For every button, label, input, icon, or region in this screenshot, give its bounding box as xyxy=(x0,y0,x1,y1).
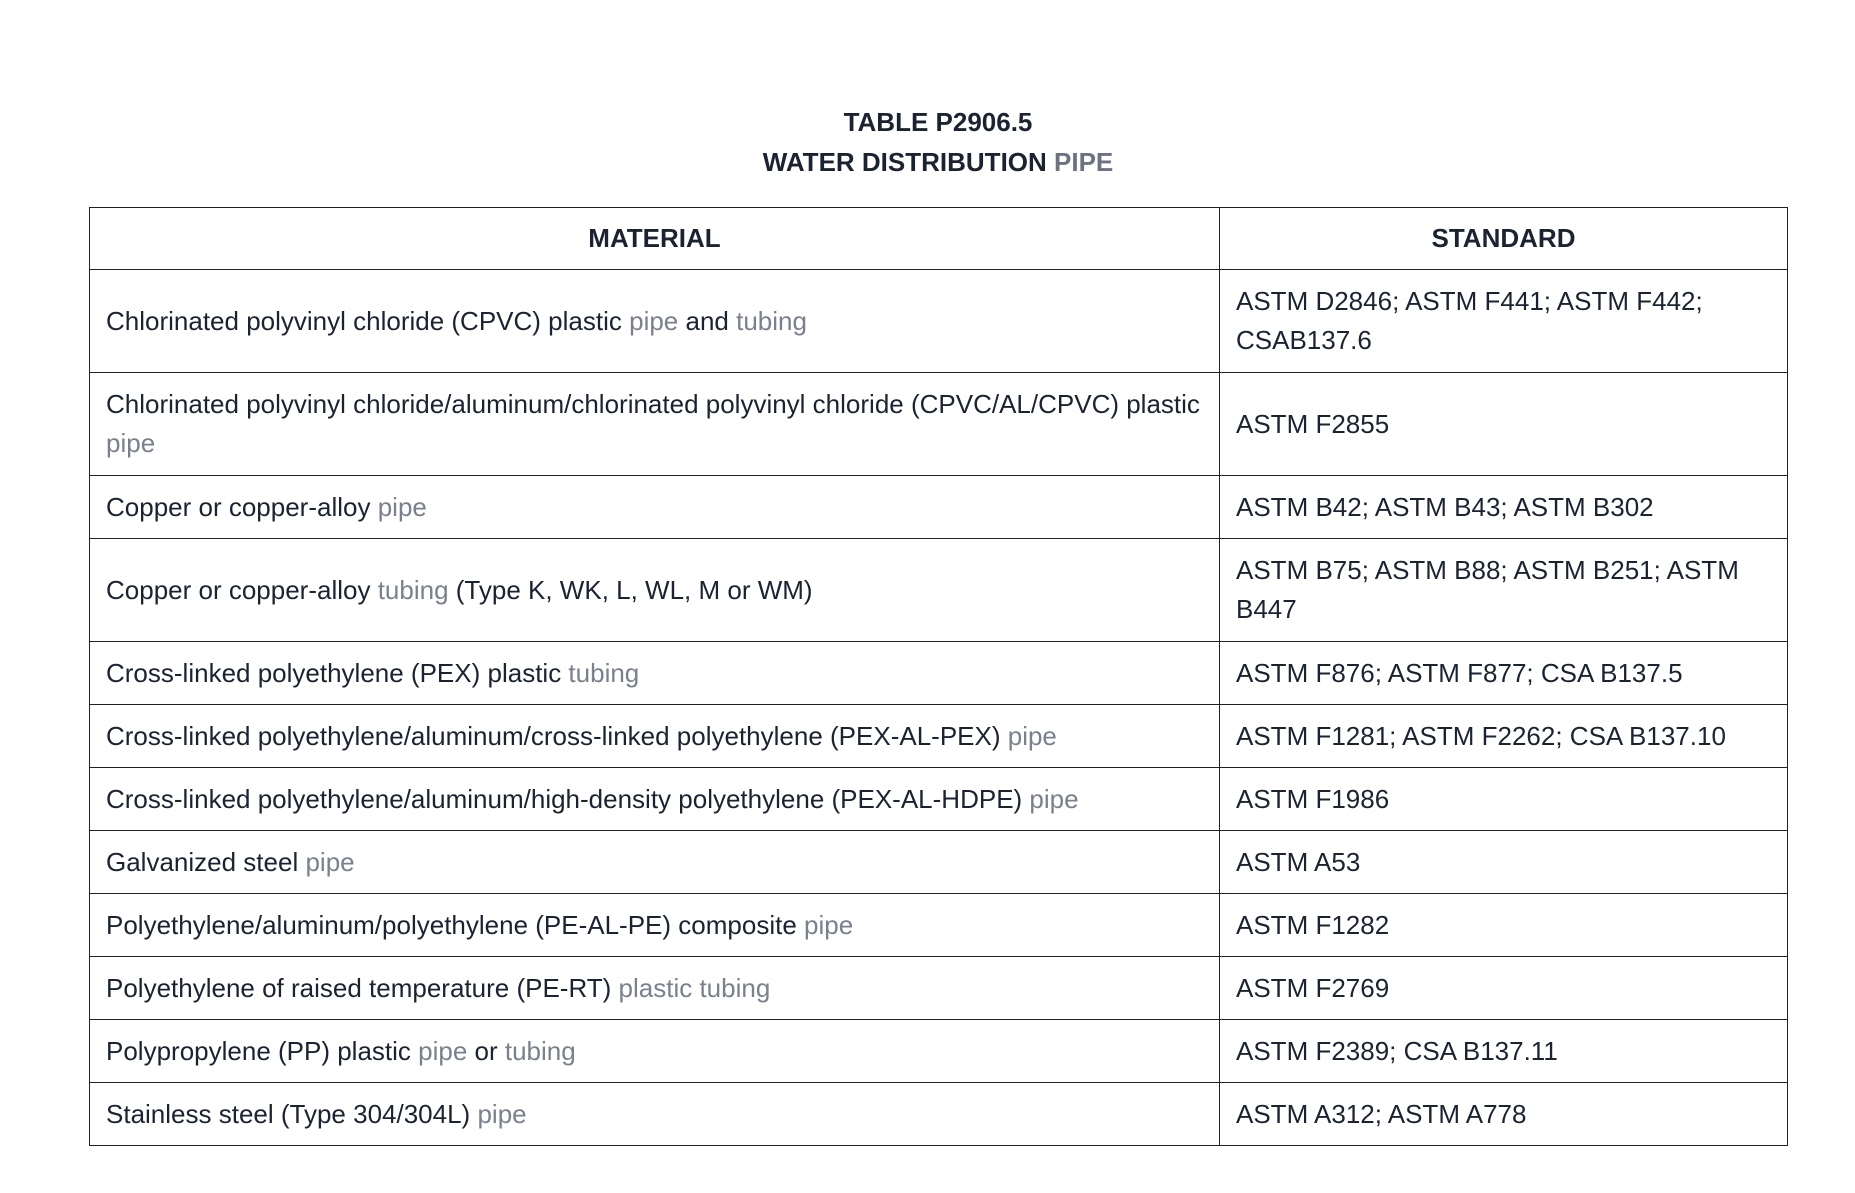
defined-term-link[interactable]: pipe xyxy=(804,909,854,940)
defined-term-link[interactable]: pipe xyxy=(1007,720,1057,751)
standard-cell: ASTM D2846; ASTM F441; ASTM F442; CSAB137.6 xyxy=(1220,270,1788,373)
standard-column-header: STANDARD xyxy=(1220,208,1788,270)
material-cell xyxy=(90,373,1220,476)
material-cell xyxy=(90,1083,1220,1146)
defined-term-link[interactable]: tubing xyxy=(377,574,449,605)
defined-term-link[interactable]: tubing xyxy=(736,305,807,336)
material-cell xyxy=(90,768,1220,831)
header-row xyxy=(90,208,1788,270)
material-text: or xyxy=(467,1035,505,1066)
table-row xyxy=(90,476,1788,539)
table-number: TABLE P2906.5 xyxy=(843,107,1033,137)
standard-cell: ASTM B42; ASTM B43; ASTM B302 xyxy=(1220,476,1788,539)
material-text: Copper or copper-alloy xyxy=(106,574,378,605)
material-cell xyxy=(90,705,1220,768)
defined-term-link[interactable]: tubing xyxy=(568,657,640,688)
defined-term-link[interactable]: tubing xyxy=(504,1035,576,1066)
material-text: (Type K, WK, L, WL, M or WM) xyxy=(448,574,813,605)
table-row xyxy=(90,1020,1788,1083)
material-text: Polyethylene of raised temperature (PE-RT) xyxy=(106,972,619,1003)
standard-cell: ASTM F2855 xyxy=(1220,373,1788,476)
material-cell xyxy=(90,831,1220,894)
table-row xyxy=(90,957,1788,1020)
standard-cell: ASTM F876; ASTM F877; CSA B137.5 xyxy=(1220,642,1788,705)
water-distribution-pipe-table xyxy=(89,207,1788,1146)
material-cell xyxy=(90,1020,1220,1083)
material-text: Galvanized steel xyxy=(106,846,306,877)
table-row xyxy=(90,768,1788,831)
defined-term-link[interactable]: pipe xyxy=(106,428,156,458)
defined-term-link[interactable]: pipe xyxy=(377,491,427,522)
material-column-header: MATERIAL xyxy=(90,208,1220,270)
defined-term-link[interactable]: pipe xyxy=(418,1035,468,1066)
table-row xyxy=(90,539,1788,642)
material-cell xyxy=(90,642,1220,705)
standard-cell: ASTM F1281; ASTM F2262; CSA B137.10 xyxy=(1220,705,1788,768)
material-text: Chlorinated polyvinyl chloride/aluminum/chlorinated polyvinyl chloride (CPVC/AL/CPVC) plastic xyxy=(106,389,1200,419)
standard-cell: ASTM A312; ASTM A778 xyxy=(1220,1083,1788,1146)
defined-term-link[interactable]: pipe xyxy=(1029,783,1079,814)
material-cell xyxy=(90,476,1220,539)
material-cell xyxy=(90,894,1220,957)
material-text: Cross-linked polyethylene (PEX) plastic xyxy=(106,657,569,688)
table-row xyxy=(90,1083,1788,1146)
table-row xyxy=(90,831,1788,894)
standard-cell: ASTM F1282 xyxy=(1220,894,1788,957)
material-text: Stainless steel (Type 304/304L) xyxy=(106,1098,478,1129)
material-text: Polypropylene (PP) plastic xyxy=(106,1035,419,1066)
material-text: Polyethylene/aluminum/polyethylene (PE-AL-PE) composite xyxy=(106,909,805,940)
table-row xyxy=(90,894,1788,957)
material-cell xyxy=(90,539,1220,642)
defined-term-link[interactable]: pipe xyxy=(629,305,679,336)
defined-term-link[interactable]: plastic tubing xyxy=(618,972,771,1003)
table-caption xyxy=(90,102,1786,182)
table-row xyxy=(90,270,1788,373)
standard-cell: ASTM F2769 xyxy=(1220,957,1788,1020)
defined-term-link[interactable]: pipe xyxy=(477,1098,527,1129)
table-row xyxy=(90,373,1788,476)
material-text: Cross-linked polyethylene/aluminum/high-density polyethylene (PEX-AL-HDPE) xyxy=(106,783,1030,814)
standard-cell: ASTM F1986 xyxy=(1220,768,1788,831)
material-cell xyxy=(90,270,1220,373)
table-title-text: WATER DISTRIBUTION xyxy=(762,147,1055,177)
material-text: Cross-linked polyethylene/aluminum/cross-linked polyethylene (PEX-AL-PEX) xyxy=(106,720,1008,751)
material-cell xyxy=(90,957,1220,1020)
standard-cell: ASTM F2389; CSA B137.11 xyxy=(1220,1020,1788,1083)
standard-cell: ASTM B75; ASTM B88; ASTM B251; ASTM B447 xyxy=(1220,539,1788,642)
table-title-defined-term-link[interactable]: PIPE xyxy=(1054,147,1114,177)
table-row xyxy=(90,642,1788,705)
table-title xyxy=(90,142,1786,182)
material-text: Copper or copper-alloy xyxy=(106,491,378,522)
material-text: Chlorinated polyvinyl chloride (CPVC) plastic xyxy=(106,305,630,336)
material-text: and xyxy=(678,305,737,336)
table-body xyxy=(90,270,1788,1146)
defined-term-link[interactable]: pipe xyxy=(305,846,355,877)
standard-cell: ASTM A53 xyxy=(1220,831,1788,894)
table-row xyxy=(90,705,1788,768)
